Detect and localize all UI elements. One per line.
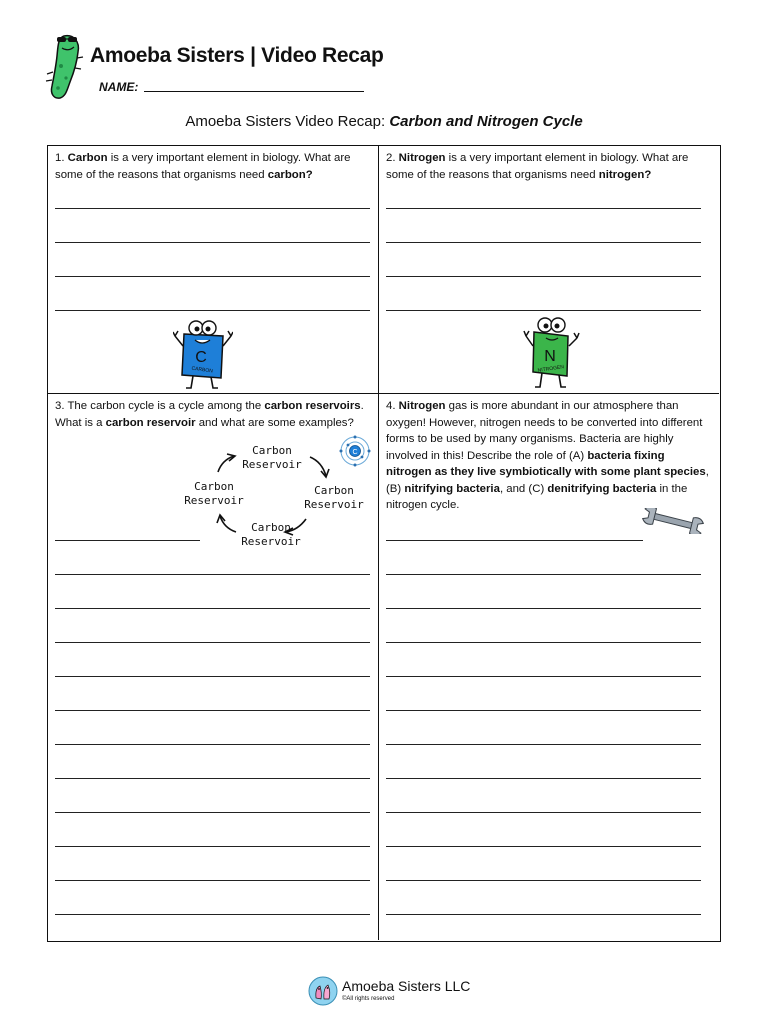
answer-line[interactable] bbox=[386, 812, 701, 813]
answer-line[interactable] bbox=[386, 676, 701, 677]
answer-line[interactable] bbox=[55, 242, 370, 243]
carbon-character-icon bbox=[173, 318, 233, 390]
answer-line[interactable] bbox=[386, 574, 701, 575]
answer-line[interactable] bbox=[55, 310, 370, 311]
svg-text:NITROGEN: NITROGEN bbox=[537, 364, 565, 374]
cycle-reservoir-top: Carbon Reservoir bbox=[242, 444, 302, 471]
question-4-text: 4. Nitrogen gas is more abundant in our atmosphere than oxygen! However, nitrogen needs to be converted into different forms to be used by many organisms. Bacteria are highly involved in this! Describe the role of (A) bacteria fixing nitrogen as they live symbiotically with some plant species, (B) nitrifying bacteria, and (C) denitrifying bacteria in the nitrogen cycle. bbox=[386, 400, 709, 511]
cycle-reservoir-left: Carbon Reservoir bbox=[184, 480, 244, 507]
amoeba-sisters-logo-icon bbox=[308, 976, 338, 1006]
nitrogen-character-icon bbox=[521, 314, 581, 390]
wrench-icon bbox=[641, 508, 705, 534]
amoeba-mascot-icon bbox=[44, 28, 90, 103]
answer-line[interactable] bbox=[386, 914, 701, 915]
answer-line[interactable] bbox=[55, 846, 370, 847]
svg-text:CARBON: CARBON bbox=[191, 365, 214, 375]
answer-line[interactable] bbox=[55, 744, 370, 745]
question-grid bbox=[47, 145, 721, 942]
question-2-cell bbox=[379, 146, 719, 394]
svg-text:C: C bbox=[195, 349, 207, 366]
answer-line[interactable] bbox=[55, 276, 370, 277]
question-3-cell bbox=[48, 394, 379, 940]
answer-line[interactable] bbox=[386, 744, 701, 745]
answer-line[interactable] bbox=[55, 880, 370, 881]
cycle-reservoir-bottom: Carbon Reservoir bbox=[241, 521, 301, 548]
answer-line[interactable] bbox=[55, 676, 370, 677]
cycle-arrows bbox=[48, 394, 379, 554]
answer-line[interactable] bbox=[55, 778, 370, 779]
carbon-cycle-diagram bbox=[48, 394, 379, 554]
page-title-prefix: Amoeba Sisters Video Recap: bbox=[185, 113, 390, 130]
footer-brand: Amoeba Sisters LLC bbox=[342, 978, 471, 994]
question-1-cell bbox=[48, 146, 379, 394]
answer-line[interactable] bbox=[386, 880, 701, 881]
carbon-atom-icon bbox=[338, 434, 372, 468]
header-title: Amoeba Sisters | Video Recap bbox=[90, 44, 384, 67]
question-2-text: 2. Nitrogen is a very important element in biology. What are some of the reasons that organisms need nitrogen? bbox=[386, 152, 689, 181]
name-label: NAME: bbox=[99, 80, 139, 94]
question-1-text: 1. Carbon is a very important element in biology. What are some of the reasons that organisms need carbon? bbox=[55, 152, 351, 181]
answer-line[interactable] bbox=[55, 642, 370, 643]
svg-text:N: N bbox=[544, 348, 556, 365]
answer-line[interactable] bbox=[386, 242, 701, 243]
answer-line[interactable] bbox=[55, 608, 370, 609]
answer-line[interactable] bbox=[386, 540, 643, 541]
svg-text:C: C bbox=[352, 449, 358, 456]
answer-line[interactable] bbox=[55, 208, 370, 209]
footer bbox=[308, 974, 478, 1010]
answer-line[interactable] bbox=[386, 310, 701, 311]
answer-line[interactable] bbox=[386, 846, 701, 847]
answer-line[interactable] bbox=[386, 208, 701, 209]
question-3-text: 3. The carbon cycle is a cycle among the carbon reservoirs. What is a carbon reservoir and what are some examples? bbox=[55, 400, 364, 429]
answer-line[interactable] bbox=[386, 608, 701, 609]
answer-line[interactable] bbox=[386, 276, 701, 277]
cycle-reservoir-right: Carbon Reservoir bbox=[304, 484, 364, 511]
answer-line[interactable] bbox=[386, 710, 701, 711]
answer-line[interactable] bbox=[55, 914, 370, 915]
name-input-line[interactable] bbox=[144, 91, 364, 92]
page-title bbox=[0, 113, 768, 130]
footer-rights: ©All rights reserved bbox=[342, 996, 395, 1002]
worksheet-header bbox=[44, 28, 384, 103]
page-title-topic: Carbon and Nitrogen Cycle bbox=[389, 113, 583, 130]
answer-line[interactable] bbox=[55, 710, 370, 711]
answer-line[interactable] bbox=[386, 778, 701, 779]
answer-line[interactable] bbox=[55, 812, 370, 813]
question-4-cell bbox=[379, 394, 719, 940]
answer-line[interactable] bbox=[55, 574, 370, 575]
answer-line[interactable] bbox=[386, 642, 701, 643]
answer-line[interactable] bbox=[55, 540, 200, 541]
